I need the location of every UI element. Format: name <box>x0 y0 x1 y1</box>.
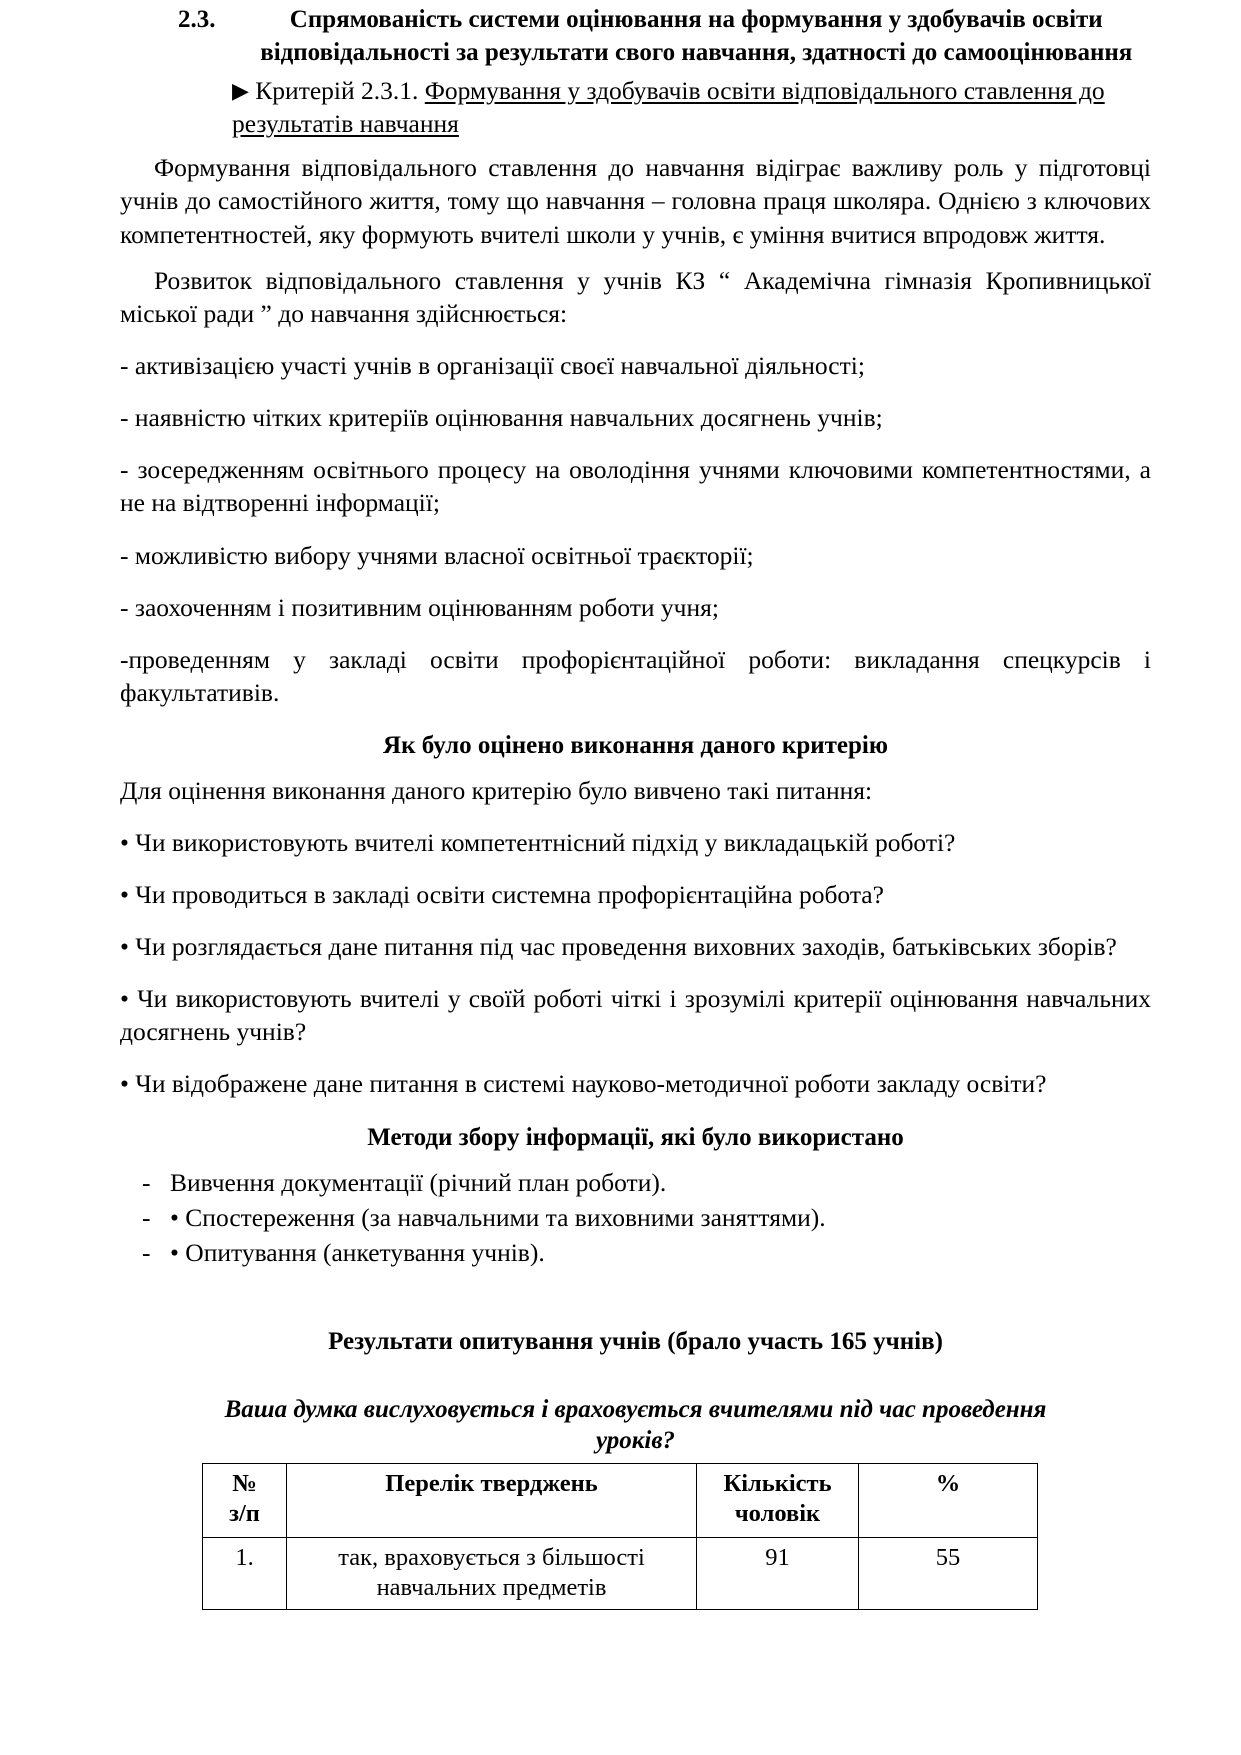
development-item-5: - заохоченням і позитивним оцінюванням роботи учня; <box>120 592 719 622</box>
methods-list-item <box>120 1201 1151 1234</box>
intro-paragraph-1: Формування відповідального ставлення до навчання відіграє важливу роль у підготовці учнів до самостійного життя, тому що навчання – головна праця школяра. Однією з ключових компетентностей, яку формують вчителі школи у учнів, є уміння вчитися впродовж життя. <box>120 153 1151 249</box>
section-number: 2.3. <box>178 6 216 33</box>
methods-list-item <box>120 1236 1151 1269</box>
evaluation-question-2: • Чи проводиться в закладі освіти системна профорієнтаційна робота? <box>120 879 884 909</box>
dash-marker-icon: - <box>142 1238 151 1268</box>
methods-item-text: Вивчення документації (річний план роботи). <box>170 1168 667 1198</box>
section-title: Спрямованість системи оцінювання на формування у здобувачів освіти відповідальності за результати свого навчання, здатності до самооцінювання <box>260 6 1133 66</box>
triangle-bullet-icon: ▶ <box>232 78 249 103</box>
table-cell-count: 91 <box>697 1537 859 1610</box>
results-title: Результати опитування учнів (брало участь 165 учнів) <box>328 1327 943 1355</box>
evaluation-heading: Як було оцінено виконання даного критерію <box>383 732 888 760</box>
table-header-percent-text: % <box>935 1469 961 1497</box>
methods-list-item <box>120 1166 1151 1199</box>
table-header-no <box>203 1463 287 1537</box>
methods-heading: Методи збору інформації, які було використано <box>367 1123 904 1151</box>
table-header-statement <box>287 1463 697 1537</box>
evaluation-question-4: • Чи використовують вчителі у своїй роботі чіткі і зрозумілі критерії оцінювання навчальних досягнень учнів? <box>120 984 1151 1047</box>
section-heading <box>178 4 1151 69</box>
criterion-prefix: Критерій 2.3.1. <box>255 76 419 105</box>
development-item-2: - наявністю чітких критеріїв оцінювання навчальних досягнень учнів; <box>120 403 883 433</box>
evaluation-lead: Для оцінення виконання даного критерію було вивчено такі питання: <box>120 775 873 805</box>
development-item-6: -проведенням у закладі освіти профорієнтаційної роботи: викладання спецкурсів і факультативів. <box>120 644 1151 707</box>
development-item-3: - зосередженням освітнього процесу на оволодіння учнями ключовими компетентностями, а не на відтворенні інформації; <box>120 455 1151 518</box>
evaluation-question-5: • Чи відображене дане питання в системі науково-методичної роботи закладу освіти? <box>120 1069 1047 1099</box>
survey-results-table <box>202 1463 1038 1611</box>
intro-paragraph-2: Розвиток відповідального ставлення у учнів КЗ “ Академічна гімназія Кропивницької міської ради ” до навчання здійснюється: <box>120 265 1151 328</box>
criterion-underlined-text: Формування у здобувачів освіти відповідального ставлення до результатів навчання <box>232 76 1105 139</box>
table-header-no-line2: з/п <box>229 1499 260 1527</box>
evaluation-question-3: • Чи розглядається дане питання під час проведення виховних заходів, батьківських зборів? <box>120 932 1117 962</box>
table-header-count-line2: чоловік <box>734 1499 821 1527</box>
table-header-count <box>697 1463 859 1537</box>
methods-list <box>120 1166 1151 1269</box>
dash-marker-icon: - <box>142 1168 151 1198</box>
table-header-no-line1: № <box>232 1469 257 1497</box>
survey-question: Ваша думка вислуховується і враховується вчителями під час проведення уроків? <box>224 1395 1047 1455</box>
table-header-row <box>203 1463 1038 1537</box>
methods-item-text: • Спостереження (за навчальними та виховними заняттями). <box>170 1203 826 1233</box>
development-item-4: - можливістю вибору учнями власної освітньої траєкторії; <box>120 540 754 570</box>
table-cell-no: 1. <box>203 1537 287 1610</box>
evaluation-question-1: • Чи використовують вчителі компетентнісний підхід у викладацькій роботі? <box>120 827 956 857</box>
development-item-1: - активізацією участі учнів в організації своєї навчальної діяльності; <box>120 350 865 380</box>
dash-marker-icon: - <box>142 1203 151 1233</box>
table-cell-percent: 55 <box>859 1537 1038 1610</box>
table-row <box>203 1537 1038 1610</box>
table-header-statement-text: Перелік тверджень <box>385 1469 598 1497</box>
criterion-line <box>120 74 1151 140</box>
table-header-count-line1: Кількість <box>723 1469 832 1497</box>
table-header-percent <box>859 1463 1038 1537</box>
table-cell-statement: так, враховується з більшості навчальних предметів <box>287 1537 697 1610</box>
methods-item-text: • Опитування (анкетування учнів). <box>170 1238 545 1268</box>
